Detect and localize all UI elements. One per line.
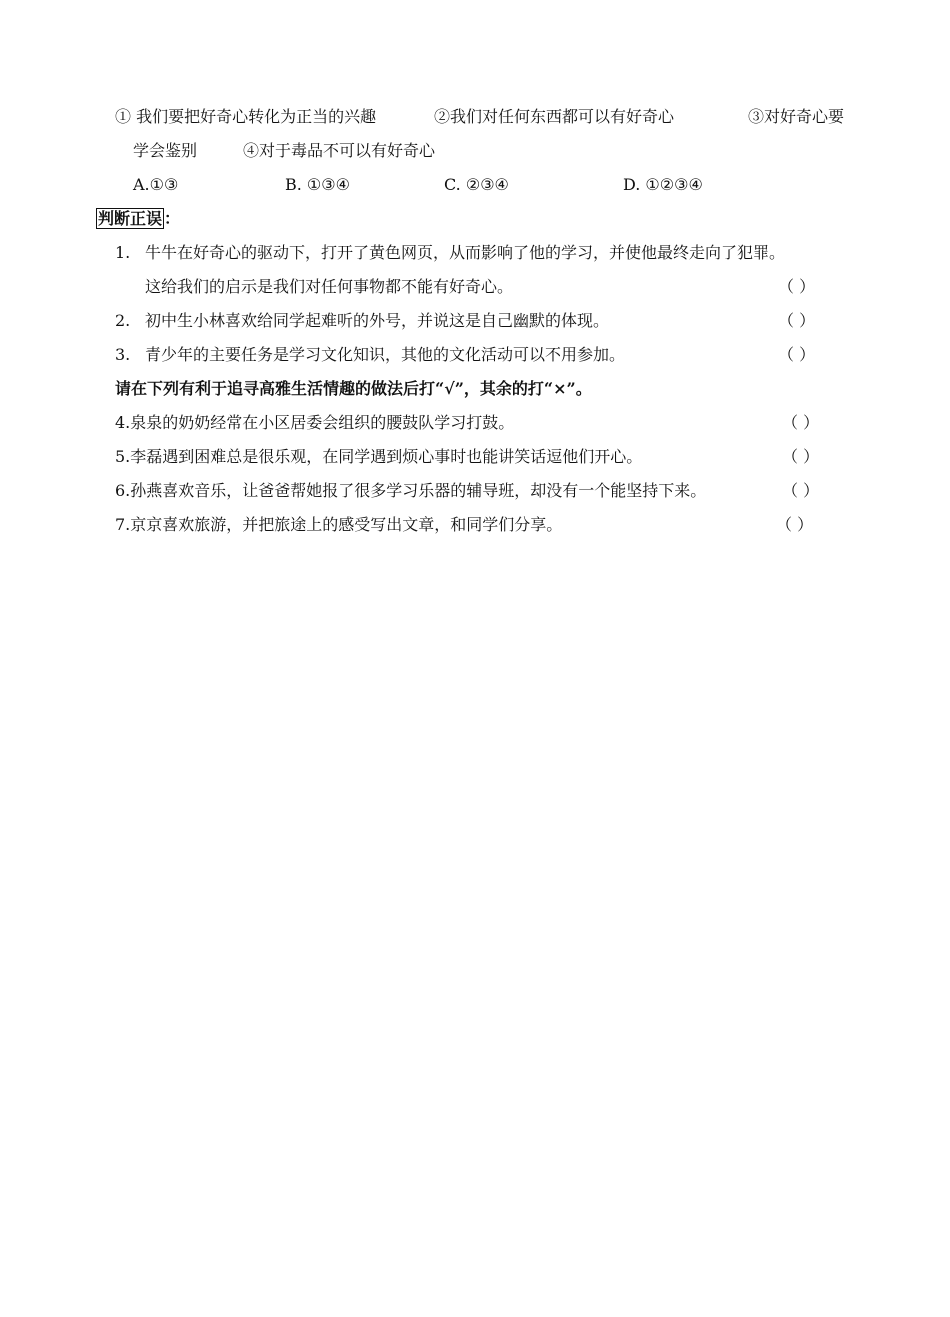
mark-item-text: 6.孙燕喜欢音乐，让爸爸帮她报了很多学习乐器的辅导班，却没有一个能坚持下来。 bbox=[115, 481, 707, 500]
judge-item-number: 3. bbox=[115, 345, 131, 364]
option-3: ③对好奇心要 bbox=[748, 107, 845, 126]
answer-parentheses: （ ） bbox=[778, 345, 816, 364]
option-4: ④对于毒品不可以有好奇心 bbox=[243, 141, 436, 160]
choice-d: D. ①②③④ bbox=[623, 175, 703, 194]
choice-a: A.①③ bbox=[133, 175, 179, 194]
judge-section-heading bbox=[96, 209, 180, 229]
judge-item-number: 1. bbox=[115, 243, 131, 262]
judge-item-text-continued: 这给我们的启示是我们对任何事物都不能有好奇心。 bbox=[145, 277, 514, 296]
answer-parentheses: （ ） bbox=[778, 277, 816, 296]
judge-section-title: 判断正误 bbox=[98, 209, 163, 228]
answer-parentheses: （ ） bbox=[778, 311, 816, 330]
judge-item-text: 青少年的主要任务是学习文化知识，其他的文化活动可以不用参加。 bbox=[145, 345, 626, 364]
answer-parentheses: （ ） bbox=[782, 413, 820, 432]
judge-item-number: 2. bbox=[115, 311, 131, 330]
option-1: ① 我们要把好奇心转化为正当的兴趣 bbox=[115, 107, 377, 126]
answer-parentheses: （ ） bbox=[776, 515, 814, 534]
judge-item-text: 牛牛在好奇心的驱动下，打开了黄色网页，从而影响了他的学习，并使他最终走向了犯罪。 bbox=[145, 243, 786, 262]
choice-b: B. ①③④ bbox=[285, 175, 350, 194]
option-2: ②我们对任何东西都可以有好奇心 bbox=[434, 107, 675, 126]
choice-c: C. ②③④ bbox=[444, 175, 509, 194]
mark-section-heading: 请在下列有利于追寻高雅生活情趣的做法后打“√”，其余的打“×”。 bbox=[115, 379, 592, 398]
mark-item-text: 5.李磊遇到困难总是很乐观，在同学遇到烦心事时也能讲笑话逗他们开心。 bbox=[115, 447, 643, 466]
judge-section-colon: ： bbox=[164, 209, 181, 228]
answer-parentheses: （ ） bbox=[782, 447, 820, 466]
judge-item-text: 初中生小林喜欢给同学起难听的外号，并说这是自己幽默的体现。 bbox=[145, 311, 610, 330]
mark-item-text: 4.泉泉的奶奶经常在小区居委会组织的腰鼓队学习打鼓。 bbox=[115, 413, 515, 432]
answer-parentheses: （ ） bbox=[782, 481, 820, 500]
mark-item-text: 7.京京喜欢旅游，并把旅途上的感受写出文章，和同学们分享。 bbox=[115, 515, 563, 534]
option-3-continued: 学会鉴别 bbox=[133, 141, 198, 160]
